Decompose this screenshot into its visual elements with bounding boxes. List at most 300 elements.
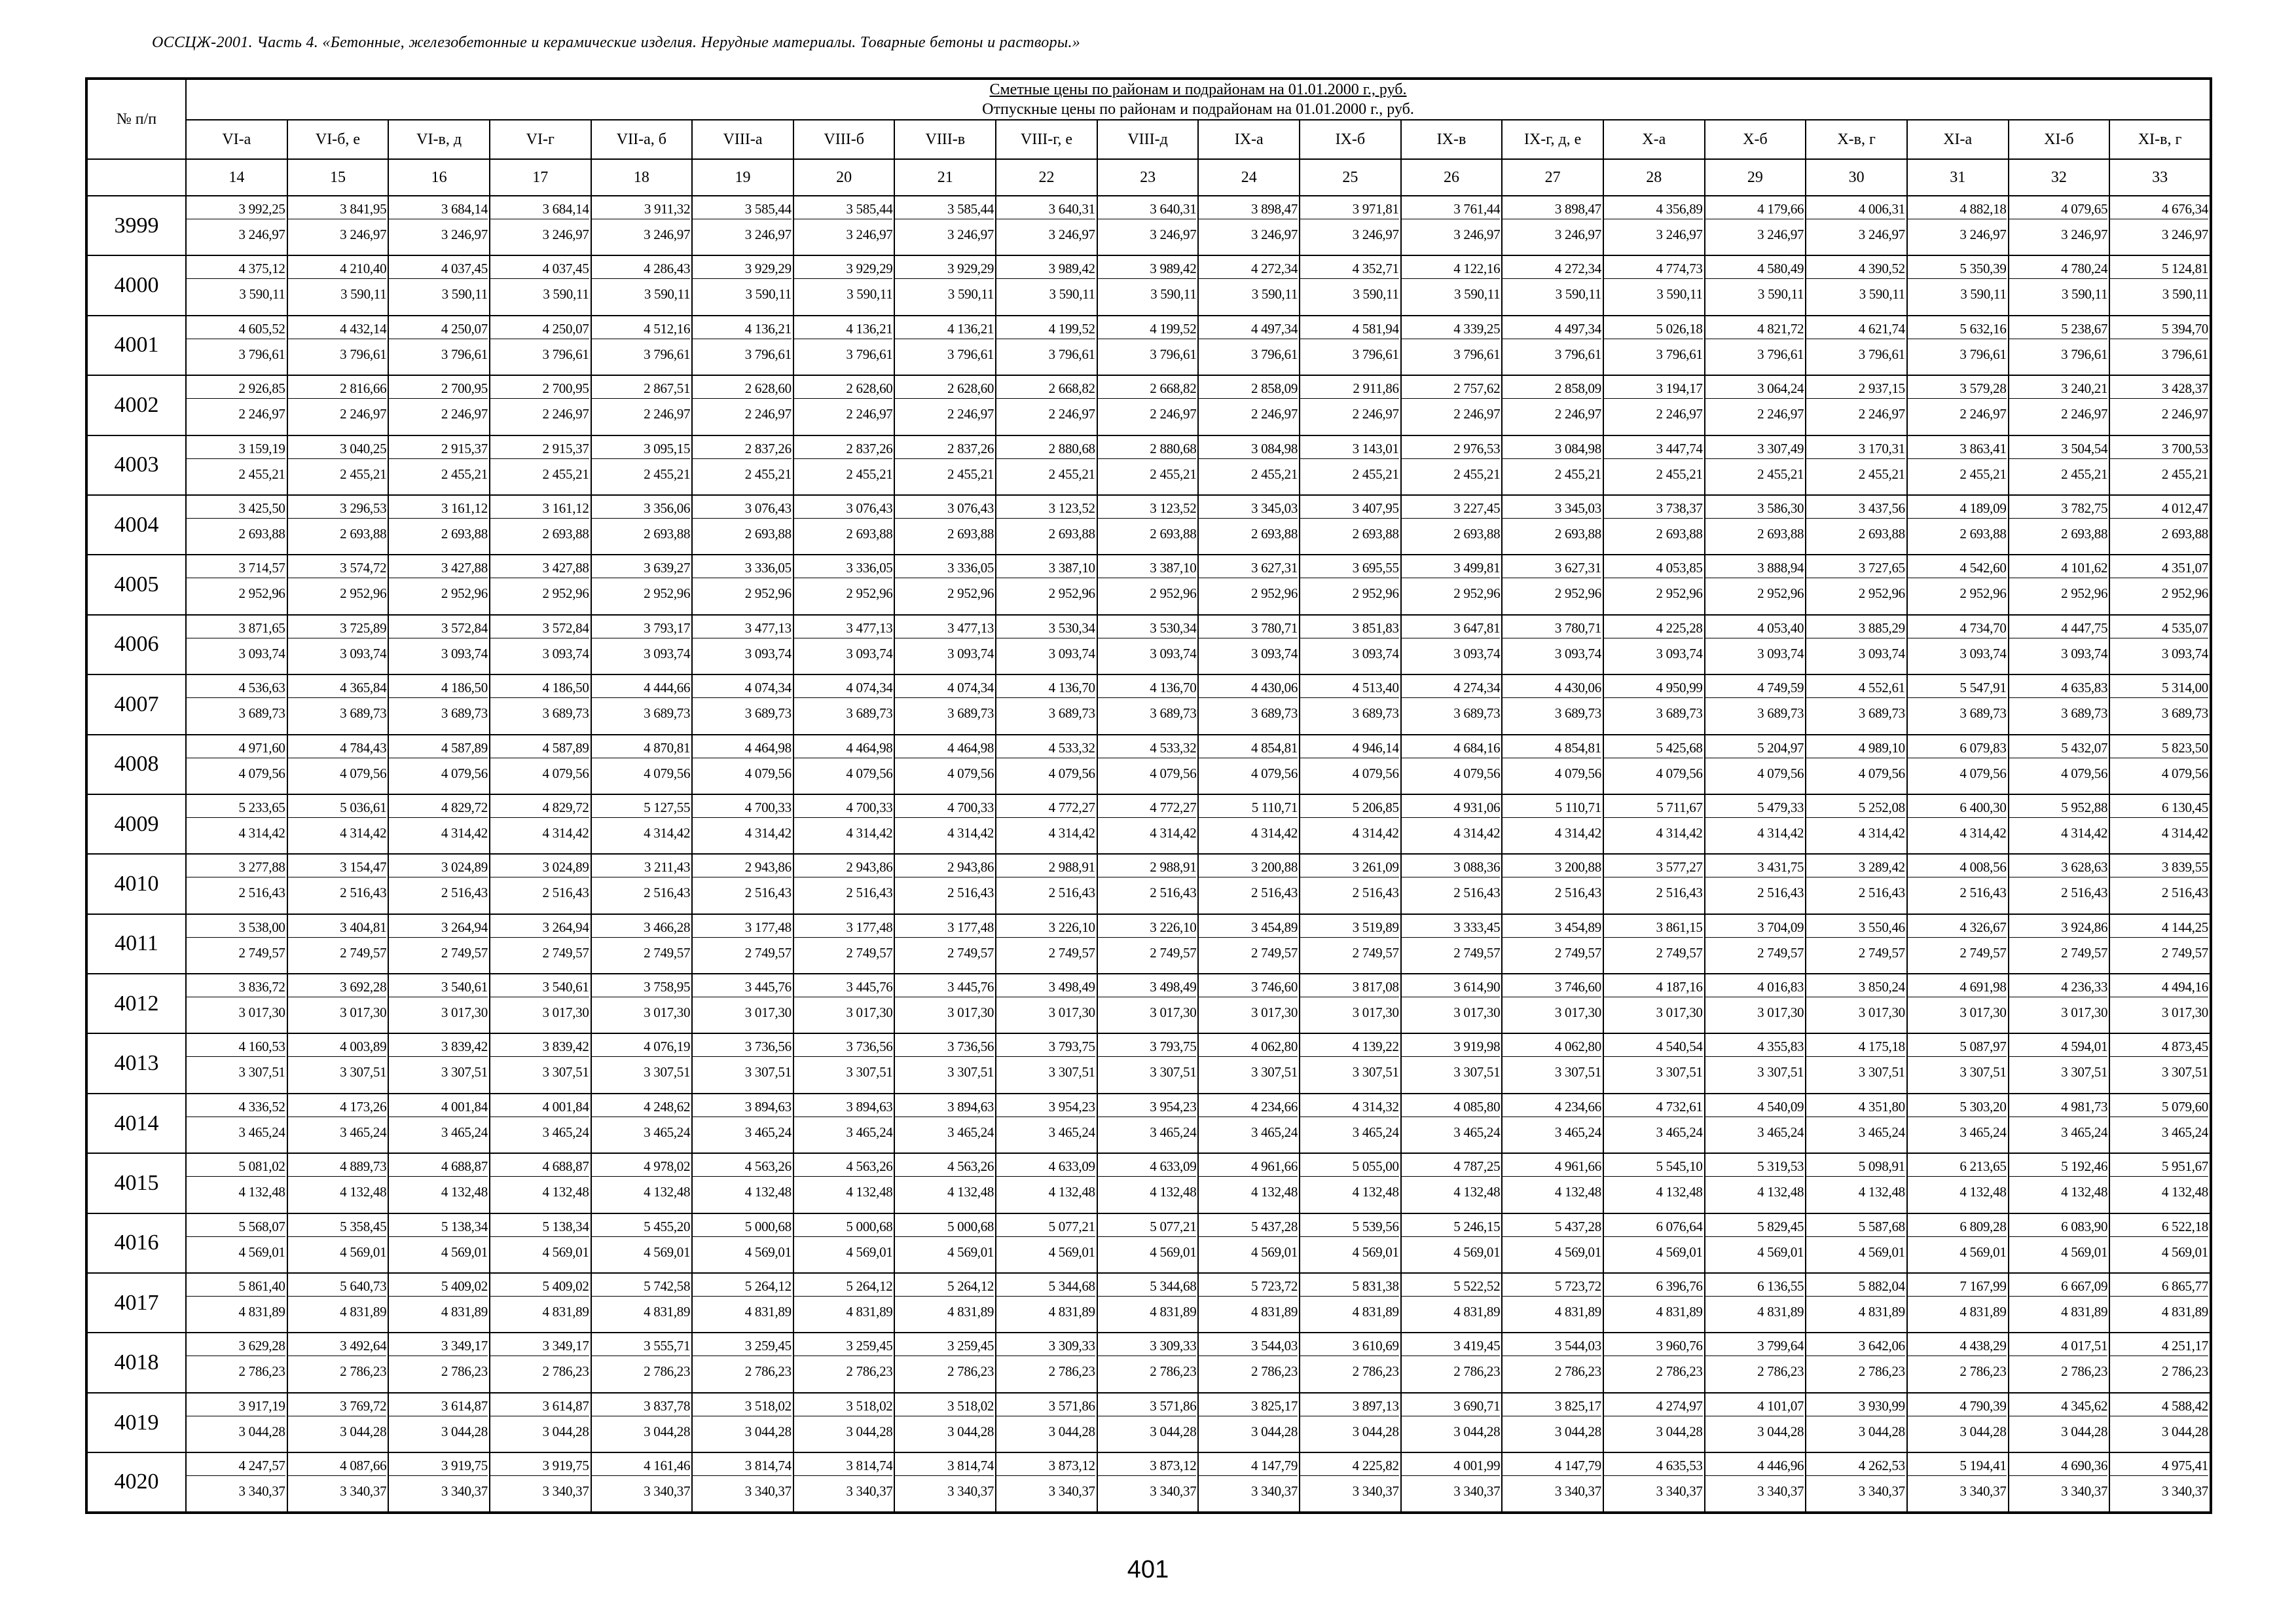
- release-price: 3 017,30: [744, 1005, 792, 1021]
- release-price: 2 952,96: [238, 585, 285, 602]
- release-price: 3 796,61: [947, 346, 994, 362]
- release-price: 4 314,42: [947, 824, 994, 841]
- price-cell: [894, 1094, 996, 1153]
- estimate-price: 5 522,52: [1402, 1274, 1501, 1297]
- estimate-price: 4 889,73: [288, 1154, 387, 1177]
- price-cell: [692, 794, 793, 854]
- estimate-price: 4 588,42: [2110, 1393, 2208, 1416]
- price-cell: [793, 316, 895, 375]
- price-cell: [894, 974, 996, 1033]
- release-price: 2 516,43: [1150, 885, 1197, 901]
- price-cell: [793, 1393, 895, 1452]
- table-row: [86, 255, 2211, 315]
- estimate-price: 2 915,37: [490, 436, 589, 459]
- estimate-price: 3 924,86: [2009, 915, 2108, 938]
- price-cell: [793, 794, 895, 854]
- price-cell: [894, 914, 996, 974]
- price-cell: [1198, 1273, 1300, 1333]
- price-cell: [894, 615, 996, 674]
- row-number: 4018: [86, 1333, 186, 1392]
- price-cell: [1300, 495, 1401, 555]
- estimate-price: 3 814,74: [895, 1453, 994, 1476]
- release-price: 4 831,89: [542, 1304, 589, 1320]
- price-cell: [388, 1452, 490, 1512]
- release-price: 3 340,37: [1656, 1483, 1703, 1500]
- column-number: 26: [1401, 159, 1503, 196]
- estimate-price: 6 809,28: [1908, 1214, 2007, 1237]
- estimate-price: 5 547,91: [1908, 675, 2007, 698]
- column-number-blank: [86, 159, 186, 196]
- price-cell: [692, 255, 793, 315]
- release-price: 3 689,73: [846, 705, 893, 722]
- release-price: 4 569,01: [947, 1244, 994, 1260]
- price-cell: [692, 615, 793, 674]
- estimate-price: 4 774,73: [1604, 256, 1703, 279]
- estimate-price: 3 518,02: [693, 1393, 792, 1416]
- price-cell: [2109, 674, 2211, 734]
- price-cell: [996, 375, 1097, 435]
- release-price: 3 093,74: [1858, 645, 1905, 661]
- estimate-price: 5 110,71: [1503, 795, 1601, 818]
- release-price: 2 786,23: [1858, 1363, 1905, 1380]
- estimate-price: 3 428,37: [2110, 376, 2208, 399]
- release-price: 4 569,01: [744, 1244, 792, 1260]
- estimate-price: 3 177,48: [794, 915, 893, 938]
- price-cell: [1502, 854, 1603, 913]
- price-cell: [1705, 1213, 1806, 1273]
- release-price: 2 455,21: [2161, 466, 2208, 482]
- release-price: 3 044,28: [1959, 1423, 2007, 1439]
- estimate-price: 4 540,54: [1604, 1034, 1703, 1057]
- release-price: 3 044,28: [846, 1423, 893, 1439]
- estimate-price: 4 326,67: [1908, 915, 2007, 938]
- estimate-price: 3 427,88: [389, 555, 488, 578]
- estimate-price: 5 723,72: [1503, 1274, 1601, 1297]
- estimate-price: 4 012,47: [2110, 496, 2208, 519]
- estimate-price: 3 929,29: [794, 256, 893, 279]
- price-cell: [1907, 196, 2009, 255]
- column-number: 24: [1198, 159, 1300, 196]
- release-price: 3 465,24: [1048, 1124, 1095, 1140]
- release-price: 2 749,57: [1757, 944, 1804, 961]
- release-price: 2 786,23: [1150, 1363, 1197, 1380]
- column-number: 28: [1603, 159, 1705, 196]
- release-price: 4 569,01: [1656, 1244, 1703, 1260]
- price-cell: [692, 1213, 793, 1273]
- estimate-price: 3 989,42: [1098, 256, 1197, 279]
- column-number: 17: [490, 159, 591, 196]
- row-number: 4015: [86, 1153, 186, 1213]
- estimate-price: 4 365,84: [288, 675, 387, 698]
- estimate-price: 3 825,17: [1503, 1393, 1601, 1416]
- release-price: 2 786,23: [542, 1363, 589, 1380]
- release-price: 3 340,37: [1959, 1483, 2007, 1500]
- price-cell: [1300, 615, 1401, 674]
- estimate-price: 6 079,83: [1908, 735, 2007, 758]
- release-price: 4 569,01: [1048, 1244, 1095, 1260]
- price-cell: [996, 1153, 1097, 1213]
- release-price: 2 516,43: [1048, 885, 1095, 901]
- price-cell: [287, 255, 389, 315]
- estimate-price: 2 943,86: [693, 855, 792, 877]
- estimate-price: 3 758,95: [592, 974, 691, 997]
- row-number: 4008: [86, 735, 186, 794]
- price-cell: [1603, 255, 1705, 315]
- price-cell: [793, 555, 895, 614]
- estimate-price: 4 633,09: [996, 1154, 1095, 1177]
- price-cell: [1097, 1153, 1199, 1213]
- release-price: 2 455,21: [1959, 466, 2007, 482]
- estimate-price: 4 186,50: [389, 675, 488, 698]
- release-price: 3 017,30: [1656, 1005, 1703, 1021]
- price-cell: [388, 1033, 490, 1093]
- price-cell: [1198, 1094, 1300, 1153]
- estimate-price: 4 161,46: [592, 1453, 691, 1476]
- district-header: IX-г, д, е: [1502, 120, 1603, 159]
- price-cell: [1705, 316, 1806, 375]
- price-cell: [1603, 555, 1705, 614]
- release-price: 4 132,48: [1757, 1184, 1804, 1200]
- release-price: 3 017,30: [2161, 1005, 2208, 1021]
- price-cell: [1097, 495, 1199, 555]
- release-price: 2 516,43: [2161, 885, 2208, 901]
- estimate-price: 2 943,86: [895, 855, 994, 877]
- price-cell: [894, 794, 996, 854]
- estimate-price: 4 101,62: [2009, 555, 2108, 578]
- release-price: 3 246,97: [1554, 227, 1601, 242]
- estimate-price: 4 882,18: [1908, 196, 2007, 219]
- release-price: 2 749,57: [947, 944, 994, 961]
- price-cell: [1603, 1033, 1705, 1093]
- price-cell: [1603, 375, 1705, 435]
- price-cell: [1705, 1452, 1806, 1512]
- district-header: VIII-г, е: [996, 120, 1097, 159]
- price-cell: [1806, 674, 1907, 734]
- release-price: 2 786,23: [947, 1363, 994, 1380]
- price-cell: [1300, 196, 1401, 255]
- release-price: 2 246,97: [1250, 406, 1298, 422]
- estimate-price: 3 504,54: [2009, 436, 2108, 459]
- release-price: 3 340,37: [1048, 1483, 1095, 1500]
- release-price: 2 786,23: [2061, 1363, 2108, 1380]
- release-price: 2 246,97: [744, 406, 792, 422]
- release-price: 3 689,73: [1048, 705, 1095, 722]
- estimate-price: 3 725,89: [288, 616, 387, 638]
- price-cell: [1502, 316, 1603, 375]
- price-cell: [894, 1213, 996, 1273]
- release-price: 3 340,37: [238, 1483, 285, 1500]
- estimate-price: 6 522,18: [2110, 1214, 2208, 1237]
- price-cell: [287, 316, 389, 375]
- release-price: 4 831,89: [1656, 1304, 1703, 1320]
- estimate-price: 4 580,49: [1705, 256, 1804, 279]
- release-price: 3 340,37: [542, 1483, 589, 1500]
- release-price: 3 340,37: [340, 1483, 387, 1500]
- price-cell: [793, 1094, 895, 1153]
- estimate-price: 6 213,65: [1908, 1154, 2007, 1177]
- release-price: 4 314,42: [1959, 824, 2007, 841]
- price-cell: [1806, 1094, 1907, 1153]
- estimate-price: 3 454,89: [1503, 915, 1601, 938]
- release-price: 2 786,23: [340, 1363, 387, 1380]
- price-cell: [1502, 615, 1603, 674]
- district-header: XI-а: [1907, 120, 2009, 159]
- price-cell: [1806, 1033, 1907, 1093]
- price-cell: [186, 914, 287, 974]
- column-number: 29: [1705, 159, 1806, 196]
- price-cell: [793, 1333, 895, 1392]
- release-price: 2 455,21: [1150, 466, 1197, 482]
- price-cell: [692, 1153, 793, 1213]
- release-price: 4 132,48: [441, 1184, 488, 1200]
- estimate-price: 3 572,84: [389, 616, 488, 638]
- release-price: 3 246,97: [238, 227, 285, 242]
- column-number: 21: [894, 159, 996, 196]
- estimate-price: 4 790,39: [1908, 1393, 2007, 1416]
- estimate-price: 3 861,15: [1604, 915, 1703, 938]
- estimate-price: 5 632,16: [1908, 316, 2007, 339]
- price-cell: [490, 735, 591, 794]
- release-price: 2 516,43: [238, 885, 285, 901]
- price-cell: [894, 495, 996, 555]
- price-cell: [1502, 1033, 1603, 1093]
- estimate-price: 4 053,40: [1705, 616, 1804, 638]
- price-cell: [1097, 914, 1199, 974]
- release-price: 3 796,61: [340, 346, 387, 362]
- release-price: 3 246,97: [1150, 227, 1197, 242]
- price-cell: [1907, 1333, 2009, 1392]
- estimate-price: 5 587,68: [1806, 1214, 1905, 1237]
- price-cell: [2109, 1452, 2211, 1512]
- estimate-price: 4 351,80: [1806, 1094, 1905, 1117]
- estimate-price: 4 053,85: [1604, 555, 1703, 578]
- release-price: 3 017,30: [2061, 1005, 2108, 1021]
- price-cell: [1097, 435, 1199, 495]
- price-cell: [287, 615, 389, 674]
- price-cell: [1806, 735, 1907, 794]
- estimate-price: 2 668,82: [996, 376, 1095, 399]
- district-header-row: [86, 120, 2211, 159]
- price-cell: [996, 615, 1097, 674]
- release-price: 4 132,48: [2161, 1184, 2208, 1200]
- price-cell: [1603, 854, 1705, 913]
- price-cell: [793, 1452, 895, 1512]
- price-cell: [490, 555, 591, 614]
- table-row: [86, 495, 2211, 555]
- price-cell: [287, 1393, 389, 1452]
- release-price: 3 093,74: [542, 645, 589, 661]
- row-number: 4003: [86, 435, 186, 495]
- release-price: 4 314,42: [1453, 824, 1501, 841]
- estimate-price: 3 836,72: [187, 974, 285, 997]
- release-price: 3 465,24: [1858, 1124, 1905, 1140]
- release-price: 4 569,01: [846, 1244, 893, 1260]
- estimate-price: 3 992,25: [187, 196, 285, 219]
- price-cell: [591, 1153, 693, 1213]
- estimate-price: 3 538,00: [187, 915, 285, 938]
- row-number: 4010: [86, 854, 186, 913]
- estimate-price: 4 087,66: [288, 1453, 387, 1476]
- price-cell: [186, 1393, 287, 1452]
- price-cell: [591, 1393, 693, 1452]
- estimate-price: 4 062,80: [1503, 1034, 1601, 1057]
- release-price: 3 017,30: [1453, 1005, 1501, 1021]
- price-cell: [996, 495, 1097, 555]
- estimate-price: 3 647,81: [1402, 616, 1501, 638]
- estimate-price: 3 639,27: [592, 555, 691, 578]
- release-price: 3 340,37: [441, 1483, 488, 1500]
- estimate-price: 4 286,43: [592, 256, 691, 279]
- release-price: 3 017,30: [947, 1005, 994, 1021]
- price-cell: [1806, 1273, 1907, 1333]
- estimate-price: 3 194,17: [1604, 376, 1703, 399]
- price-cell: [692, 735, 793, 794]
- price-cell: [1907, 974, 2009, 1033]
- estimate-price: 2 858,09: [1199, 376, 1298, 399]
- estimate-price: 4 684,16: [1402, 735, 1501, 758]
- estimate-price: 3 454,89: [1199, 915, 1298, 938]
- estimate-price: 4 274,34: [1402, 675, 1501, 698]
- release-price: 4 314,42: [1150, 824, 1197, 841]
- release-price: 3 590,11: [1454, 286, 1501, 303]
- release-price: 4 132,48: [644, 1184, 691, 1200]
- price-cell: [1806, 196, 1907, 255]
- estimate-price: 3 445,76: [693, 974, 792, 997]
- release-price: 4 079,56: [1250, 765, 1298, 781]
- price-cell: [591, 316, 693, 375]
- price-cell: [1907, 255, 2009, 315]
- price-cell: [287, 974, 389, 1033]
- price-cell: [1401, 735, 1503, 794]
- release-price: 3 246,97: [340, 227, 387, 242]
- price-cell: [1097, 1094, 1199, 1153]
- price-cell: [287, 1273, 389, 1333]
- price-cell: [1502, 974, 1603, 1033]
- release-price: 3 590,11: [644, 286, 691, 303]
- price-cell: [996, 1333, 1097, 1392]
- estimate-price: 3 084,98: [1503, 436, 1601, 459]
- estimate-price: 3 930,99: [1806, 1393, 1905, 1416]
- release-price: 3 689,73: [1352, 705, 1399, 722]
- estimate-price: 4 787,25: [1402, 1154, 1501, 1177]
- price-cell: [1097, 735, 1199, 794]
- price-cell: [692, 1033, 793, 1093]
- price-cell: [1603, 1393, 1705, 1452]
- estimate-price: 3 307,49: [1705, 436, 1804, 459]
- release-price: 3 307,51: [846, 1064, 893, 1080]
- estimate-price: 5 539,56: [1300, 1214, 1399, 1237]
- release-price: 2 952,96: [1656, 585, 1703, 602]
- release-price: 3 307,51: [947, 1064, 994, 1080]
- price-cell: [2009, 794, 2110, 854]
- district-header: XI-в, г: [2109, 120, 2211, 159]
- estimate-price: 5 823,50: [2110, 735, 2208, 758]
- price-cell: [793, 674, 895, 734]
- release-price: 2 693,88: [1656, 525, 1703, 542]
- estimate-price: 3 746,60: [1503, 974, 1601, 997]
- estimate-price: 3 746,60: [1199, 974, 1298, 997]
- price-cell: [1401, 1273, 1503, 1333]
- release-price: 2 693,88: [542, 525, 589, 542]
- release-price: 3 044,28: [1250, 1423, 1298, 1439]
- price-cell: [1603, 1153, 1705, 1213]
- release-price: 2 516,43: [947, 885, 994, 901]
- release-price: 2 455,21: [1554, 466, 1601, 482]
- price-cell: [793, 735, 895, 794]
- estimate-price: 3 971,81: [1300, 196, 1399, 219]
- release-price: 3 017,30: [1554, 1005, 1601, 1021]
- release-price: 2 516,43: [340, 885, 387, 901]
- estimate-price: 3 519,89: [1300, 915, 1399, 938]
- estimate-price: 3 040,25: [288, 436, 387, 459]
- release-price: 2 749,57: [1048, 944, 1095, 961]
- release-price: 4 569,01: [1757, 1244, 1804, 1260]
- release-price: 4 132,48: [1656, 1184, 1703, 1200]
- release-price: 3 246,97: [1250, 227, 1298, 242]
- estimate-price: 4 352,71: [1300, 256, 1399, 279]
- price-cell: [591, 914, 693, 974]
- price-cell: [1907, 1393, 2009, 1452]
- price-cell: [1705, 255, 1806, 315]
- release-price: 2 952,96: [2161, 585, 2208, 602]
- release-price: 4 079,56: [542, 765, 589, 781]
- release-price: 3 796,61: [1048, 346, 1095, 362]
- price-cell: [2009, 1273, 2110, 1333]
- release-price: 3 796,61: [1757, 346, 1804, 362]
- price-cell: [490, 196, 591, 255]
- price-cell: [1097, 1273, 1199, 1333]
- estimate-price: 4 587,89: [389, 735, 488, 758]
- price-cell: [1705, 615, 1806, 674]
- price-cell: [1907, 914, 2009, 974]
- estimate-price: 2 880,68: [996, 436, 1095, 459]
- price-cell: [388, 555, 490, 614]
- estimate-price: 5 829,45: [1705, 1214, 1804, 1237]
- release-price: 2 749,57: [441, 944, 488, 961]
- estimate-price: 4 179,66: [1705, 196, 1804, 219]
- estimate-price: 2 911,86: [1300, 376, 1399, 399]
- estimate-price: 3 177,48: [895, 915, 994, 938]
- price-cell: [591, 1094, 693, 1153]
- release-price: 4 079,56: [744, 765, 792, 781]
- release-price: 2 749,57: [1250, 944, 1298, 961]
- estimate-price: 4 535,07: [2110, 616, 2208, 638]
- caption-estimate-prices: Сметные цены по районам и подрайонам на 01.01.2000 г., руб.: [989, 81, 1407, 98]
- price-cell: [1502, 1273, 1603, 1333]
- release-price: 4 831,89: [1352, 1304, 1399, 1320]
- price-cell: [1300, 1273, 1401, 1333]
- price-cell: [1806, 495, 1907, 555]
- price-cell: [591, 1452, 693, 1512]
- estimate-price: 3 477,13: [693, 616, 792, 638]
- release-price: 3 093,74: [238, 645, 285, 661]
- estimate-price: 4 351,07: [2110, 555, 2208, 578]
- estimate-price: 5 206,85: [1300, 795, 1399, 818]
- estimate-price: 4 464,98: [693, 735, 792, 758]
- release-price: 2 246,97: [542, 406, 589, 422]
- release-price: 2 786,23: [1048, 1363, 1095, 1380]
- release-price: 2 455,21: [2061, 466, 2108, 482]
- release-price: 3 590,11: [2061, 286, 2108, 303]
- estimate-price: 3 888,94: [1705, 555, 1804, 578]
- estimate-price: 3 919,98: [1402, 1034, 1501, 1057]
- release-price: 3 044,28: [441, 1423, 488, 1439]
- release-price: 3 307,51: [1250, 1064, 1298, 1080]
- estimate-price: 3 736,56: [693, 1034, 792, 1057]
- estimate-price: 5 246,15: [1402, 1214, 1501, 1237]
- price-cell: [388, 316, 490, 375]
- price-cell: [2009, 735, 2110, 794]
